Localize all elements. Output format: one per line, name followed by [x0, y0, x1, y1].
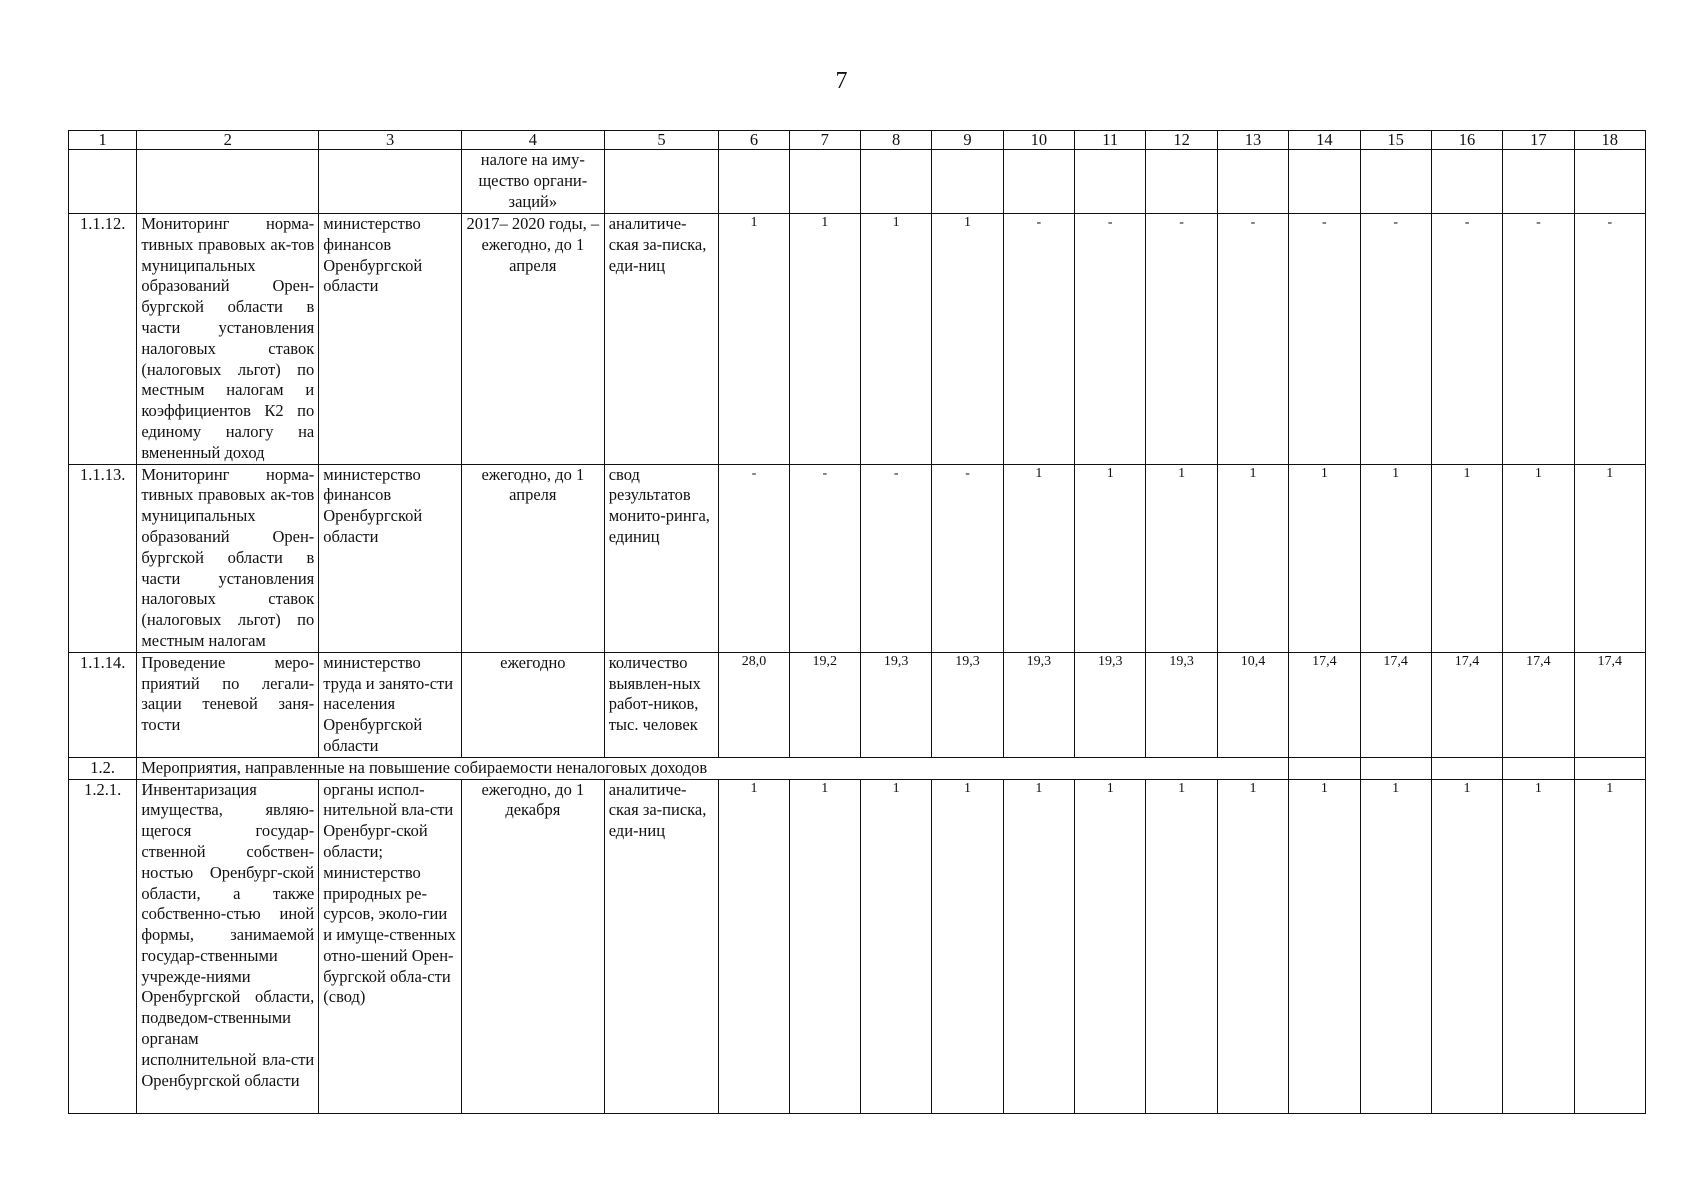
- row-code: 1.1.13.: [69, 464, 137, 652]
- value-cell: -: [1146, 214, 1217, 465]
- value-cell: 17,4: [1360, 652, 1431, 757]
- value-cell: 1: [1146, 464, 1217, 652]
- deadline: ежегодно: [461, 652, 604, 757]
- value-cell: -: [860, 464, 931, 652]
- value-cell: -: [789, 464, 860, 652]
- empty-cell: [1289, 757, 1360, 779]
- responsible-executor: министерство финансов Оренбургской области: [319, 464, 462, 652]
- value-cell: 17,4: [1289, 652, 1360, 757]
- column-number: 15: [1360, 131, 1431, 150]
- value-cell: -: [1217, 214, 1288, 465]
- value-cell: 1: [719, 214, 789, 465]
- value-cell: 17,4: [1431, 652, 1502, 757]
- column-number: 1: [69, 131, 137, 150]
- column-number: 14: [1289, 131, 1360, 150]
- value-cell: [1503, 150, 1574, 214]
- value-cell: 1: [1003, 464, 1074, 652]
- value-cell: 28,0: [719, 652, 789, 757]
- measure-name: Мониторинг норма-тивных правовых ак-тов муниципальных образований Орен-бургской области в части установления налоговых ставок (налоговых льгот) по местным налогам и коэффициентов К2 по единому налогу на вмененный доход: [137, 214, 319, 465]
- value-cell: -: [1003, 214, 1074, 465]
- value-cell: -: [1431, 214, 1502, 465]
- table-row: [69, 464, 1646, 652]
- measure-name: [137, 150, 319, 214]
- deadline: ежегодно, до 1 декабря: [461, 779, 604, 1113]
- column-number: 4: [461, 131, 604, 150]
- value-cell: [719, 150, 789, 214]
- value-cell: 19,3: [1146, 652, 1217, 757]
- value-cell: 1: [860, 779, 931, 1113]
- value-cell: -: [1360, 214, 1431, 465]
- column-number-row: [69, 131, 1646, 150]
- column-number: 17: [1503, 131, 1574, 150]
- value-cell: [1003, 150, 1074, 214]
- value-cell: 1: [1146, 779, 1217, 1113]
- value-cell: 1: [1574, 779, 1645, 1113]
- value-cell: 1: [1431, 779, 1502, 1113]
- value-cell: 1: [1075, 779, 1146, 1113]
- responsible-executor: министерство финансов Оренбургской области: [319, 214, 462, 465]
- value-cell: 1: [1360, 464, 1431, 652]
- indicator: аналитиче-ская за-писка, еди-ниц: [604, 779, 719, 1113]
- value-cell: [789, 150, 860, 214]
- column-number: 7: [789, 131, 860, 150]
- measure-name: Инвентаризация имущества, являю-щегося государ-ственной собствен-ностью Оренбург-ской области, а также собственно-стью иной формы, занимаемой государ-ственными учрежде-ниями Оренбургской области, подведом-ственными органам исполнительной вла-сти Оренбургской области: [137, 779, 319, 1113]
- value-cell: 19,3: [932, 652, 1003, 757]
- column-number: 11: [1075, 131, 1146, 150]
- empty-cell: [1431, 757, 1502, 779]
- table-row: [69, 214, 1646, 465]
- value-cell: 10,4: [1217, 652, 1288, 757]
- row-code: 1.1.12.: [69, 214, 137, 465]
- value-cell: 1: [1431, 464, 1502, 652]
- column-number: 12: [1146, 131, 1217, 150]
- column-number: 18: [1574, 131, 1645, 150]
- column-number: 8: [860, 131, 931, 150]
- value-cell: 1: [860, 214, 931, 465]
- deadline: 2017– 2020 годы, – ежегодно, до 1 апреля: [461, 214, 604, 465]
- value-cell: 19,3: [860, 652, 931, 757]
- value-cell: 19,2: [789, 652, 860, 757]
- value-cell: [1217, 150, 1288, 214]
- value-cell: 1: [789, 214, 860, 465]
- value-cell: -: [1503, 214, 1574, 465]
- indicator: количество выявлен-ных работ-ников, тыс. человек: [604, 652, 719, 757]
- table-row: [69, 652, 1646, 757]
- value-cell: 1: [1503, 779, 1574, 1113]
- value-cell: 17,4: [1503, 652, 1574, 757]
- value-cell: [1574, 150, 1645, 214]
- value-cell: 1: [932, 779, 1003, 1113]
- column-number: 2: [137, 131, 319, 150]
- value-cell: -: [719, 464, 789, 652]
- column-number: 6: [719, 131, 789, 150]
- section-row: [69, 757, 1646, 779]
- value-cell: 19,3: [1075, 652, 1146, 757]
- section-code: 1.2.: [69, 757, 137, 779]
- value-cell: 1: [1289, 464, 1360, 652]
- responsible-executor: [319, 150, 462, 214]
- value-cell: 1: [1503, 464, 1574, 652]
- measures-table: [68, 130, 1646, 1114]
- row-code: 1.2.1.: [69, 779, 137, 1113]
- value-cell: 17,4: [1574, 652, 1645, 757]
- value-cell: -: [1574, 214, 1645, 465]
- column-number: 10: [1003, 131, 1074, 150]
- value-cell: [1360, 150, 1431, 214]
- empty-cell: [1503, 757, 1574, 779]
- column-number: 5: [604, 131, 719, 150]
- deadline: ежегодно, до 1 апреля: [461, 464, 604, 652]
- value-cell: 1: [1075, 464, 1146, 652]
- value-cell: 1: [932, 214, 1003, 465]
- responsible-executor: органы испол-нительной вла-сти Оренбург-ской области; министерство природных ре-сурсов, эколо-гии и имуще-ственных отно-шений Орен-бургской обла-сти (свод): [319, 779, 462, 1113]
- value-cell: 1: [1003, 779, 1074, 1113]
- empty-cell: [1574, 757, 1645, 779]
- section-title: Мероприятия, направленные на повышение собираемости неналоговых доходов: [137, 757, 1289, 779]
- value-cell: 1: [719, 779, 789, 1113]
- measure-name: Проведение меро-приятий по легали-зации теневой заня-тости: [137, 652, 319, 757]
- column-number: 16: [1431, 131, 1502, 150]
- value-cell: 1: [1217, 779, 1288, 1113]
- value-cell: -: [932, 464, 1003, 652]
- value-cell: [1431, 150, 1502, 214]
- value-cell: 1: [789, 779, 860, 1113]
- value-cell: -: [1289, 214, 1360, 465]
- value-cell: [932, 150, 1003, 214]
- table-row: [69, 150, 1646, 214]
- value-cell: 19,3: [1003, 652, 1074, 757]
- value-cell: 1: [1574, 464, 1645, 652]
- indicator: свод результатов монито-ринга, единиц: [604, 464, 719, 652]
- page-number: 7: [835, 68, 848, 94]
- measure-name: Мониторинг норма-тивных правовых ак-тов муниципальных образований Орен-бургской области в части установления налоговых ставок (налоговых льгот) по местным налогам: [137, 464, 319, 652]
- value-cell: -: [1075, 214, 1146, 465]
- table-row: [69, 779, 1646, 1113]
- column-number: 9: [932, 131, 1003, 150]
- value-cell: [860, 150, 931, 214]
- empty-cell: [1360, 757, 1431, 779]
- row-code: [69, 150, 137, 214]
- value-cell: 1: [1217, 464, 1288, 652]
- row-code: 1.1.14.: [69, 652, 137, 757]
- value-cell: [1289, 150, 1360, 214]
- column-number: 13: [1217, 131, 1288, 150]
- value-cell: 1: [1289, 779, 1360, 1113]
- value-cell: 1: [1360, 779, 1431, 1113]
- indicator: [604, 150, 719, 214]
- responsible-executor: министерство труда и занято-сти населения Оренбургской области: [319, 652, 462, 757]
- value-cell: [1075, 150, 1146, 214]
- indicator: аналитиче-ская за-писка, еди-ниц: [604, 214, 719, 465]
- value-cell: [1146, 150, 1217, 214]
- deadline: налоге на иму-щество органи-заций»: [461, 150, 604, 214]
- column-number: 3: [319, 131, 462, 150]
